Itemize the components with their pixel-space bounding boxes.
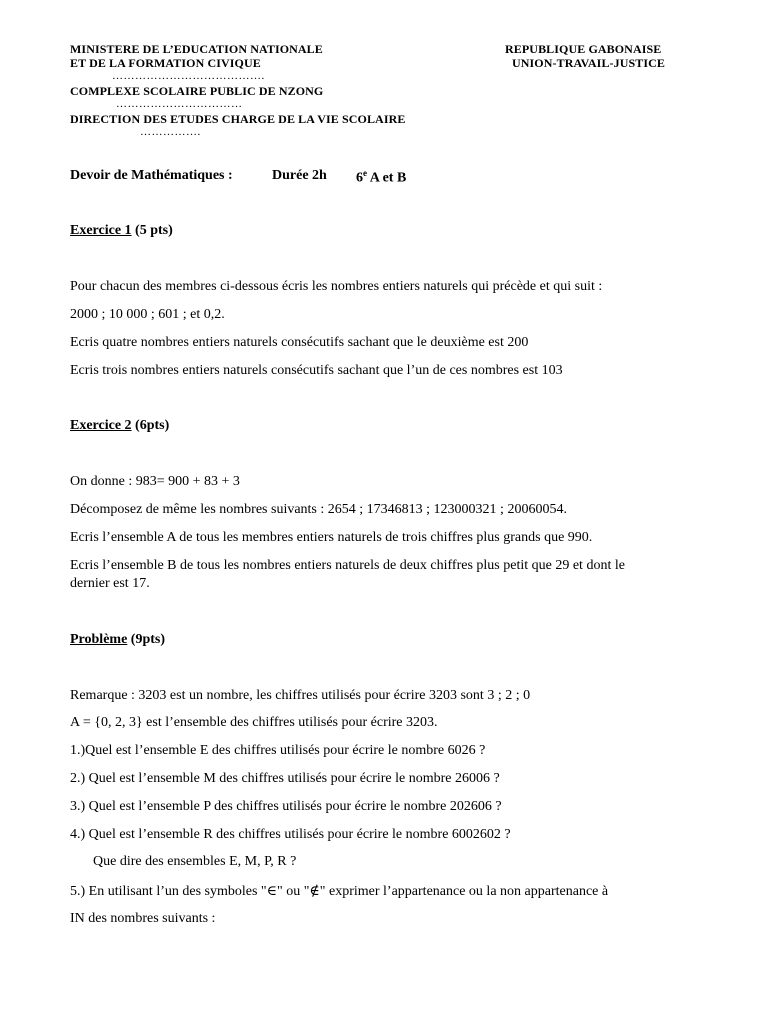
ex2-line: Ecris l’ensemble B de tous les nombres entiers naturels de deux chiffres plus petit que 29 et dont le: [70, 558, 625, 573]
problem-line: IN des nombres suivants :: [70, 911, 216, 926]
dotted-line-3: …………….: [140, 126, 201, 138]
problem-title: Problème: [70, 632, 128, 647]
ex2-line: dernier est 17.: [70, 576, 150, 591]
problem-line: Que dire des ensembles E, M, P, R ?: [93, 854, 297, 869]
problem-line: 4.) Quel est l’ensemble R des chiffres utilisés pour écrire le nombre 6002602 ?: [70, 827, 511, 842]
grade-sections: A et B: [367, 170, 407, 186]
exercise-1-title: Exercice 1: [70, 223, 132, 238]
direction-name: DIRECTION DES ETUDES CHARGE DE LA VIE SCOLAIRE: [70, 112, 406, 126]
problem-line: 5.) En utilisant l’un des symboles "∈" ou "∉" exprimer l’appartenance ou la non appartenance à: [70, 884, 609, 899]
ex2-line: On donne : 983= 900 + 83 + 3: [70, 474, 240, 489]
ex2-line: Décomposez de même les nombres suivants : 2654 ; 17346813 ; 123000321 ; 20060054.: [70, 502, 567, 517]
problem-heading: [70, 632, 165, 648]
problem-line: 2.) Quel est l’ensemble M des chiffres utilisés pour écrire le nombre 26006 ?: [70, 771, 500, 786]
exam-duration: Durée 2h: [272, 168, 327, 183]
exercise-1-heading: [70, 223, 173, 239]
exercise-2-title: Exercice 2: [70, 418, 132, 433]
grade-number: 6: [356, 170, 363, 186]
school-name: COMPLEXE SCOLAIRE PUBLIC DE NZONG: [70, 84, 324, 98]
ex1-line: Ecris trois nombres entiers naturels consécutifs sachant que l’un de ces nombres est 103: [70, 363, 563, 378]
exam-subject: Devoir de Mathématiques :: [70, 168, 233, 183]
exercise-2-heading: [70, 418, 169, 434]
exam-classes: [356, 168, 406, 187]
problem-line: 3.) Quel est l’ensemble P des chiffres utilisés pour écrire le nombre 202606 ?: [70, 799, 502, 814]
dotted-line-1: ………………………………….: [112, 70, 265, 82]
problem-line: Remarque : 3203 est un nombre, les chiffres utilisés pour écrire 3203 sont 3 ; 2 ; 0: [70, 688, 531, 703]
ex1-line: Ecris quatre nombres entiers naturels consécutifs sachant que le deuxième est 200: [70, 335, 529, 350]
exercise-1-points: (5 pts): [131, 223, 173, 238]
ministry-line-2: ET DE LA FORMATION CIVIQUE: [70, 56, 261, 70]
national-motto: UNION-TRAVAIL-JUSTICE: [512, 56, 666, 70]
ex2-line: Ecris l’ensemble A de tous les membres entiers naturels de trois chiffres plus grands que 990.: [70, 530, 593, 545]
dotted-line-2: ……………………………: [116, 98, 243, 110]
republic-name: REPUBLIQUE GABONAISE: [505, 42, 662, 56]
problem-points: (9pts): [127, 632, 166, 647]
exercise-2-points: (6pts): [131, 418, 170, 433]
ministry-line-1: MINISTERE DE L’EDUCATION NATIONALE: [70, 42, 323, 56]
problem-line: A = {0, 2, 3} est l’ensemble des chiffres utilisés pour écrire 3203.: [70, 715, 438, 730]
ex1-line: Pour chacun des membres ci-dessous écris les nombres entiers naturels qui précède et qui suit :: [70, 279, 603, 294]
problem-line: 1.)Quel est l’ensemble E des chiffres utilisés pour écrire le nombre 6026 ?: [70, 743, 486, 758]
ex1-line: 2000 ; 10 000 ; 601 ; et 0,2.: [70, 307, 225, 322]
grade-superscript: e: [363, 168, 367, 178]
